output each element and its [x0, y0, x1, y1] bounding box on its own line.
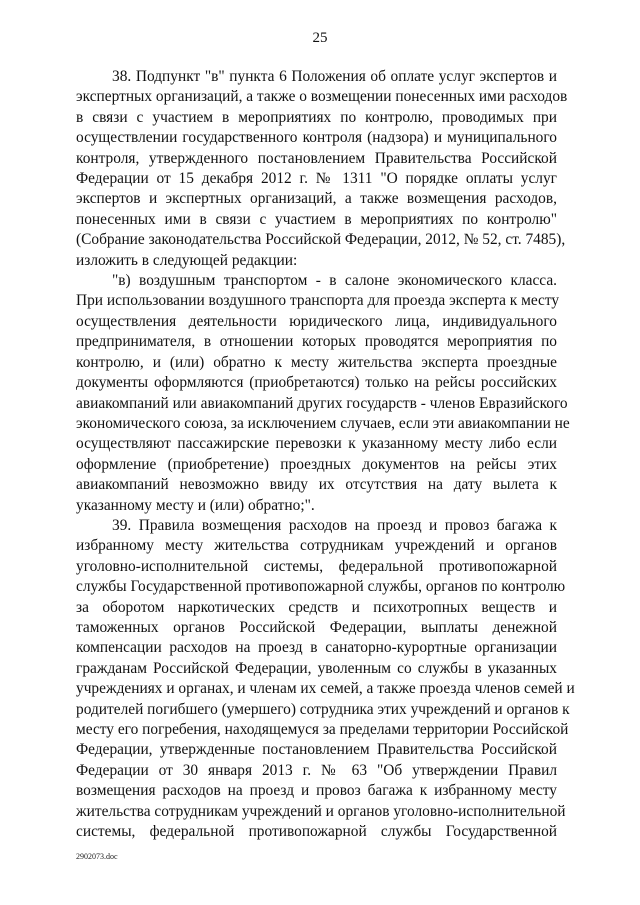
- text-line: оформление (приобретение) проездных документов на рейсы этих: [76, 455, 557, 473]
- text-line: Федерации от 30 января 2013 г. № 63 "Об утверждении Правил: [76, 761, 557, 779]
- text-line: родителей погибшего (умершего) сотрудника этих учреждений и органов к: [76, 700, 570, 718]
- text-line: контролю, и (или) обратно к месту жительства эксперта проездные: [76, 353, 557, 371]
- text-line: предпринимателя, в отношении которых проводятся мероприятия по: [76, 333, 557, 351]
- text-line: При использовании воздушного транспорта для проезда эксперта к месту: [76, 292, 560, 310]
- text-line: 39. Правила возмещения расходов на проезд и провоз багажа к: [112, 516, 557, 534]
- text-line: месту его погребения, находящемуся за пределами территории Российской: [76, 721, 569, 738]
- text-line: гражданам Российской Федерации, уволенным со службы в указанных: [76, 659, 557, 677]
- text-line: контроля, утвержденного постановлением Правительства Российской: [76, 149, 557, 167]
- page-number: 25: [312, 30, 328, 46]
- text-line: 38. Подпункт "в" пункта 6 Положения об оплате услуг экспертов и: [112, 68, 557, 85]
- text-line: Федерации от 15 декабря 2012 г. № 1311 "О порядке оплаты услуг: [76, 170, 557, 188]
- text-line: изложить в следующей редакции:: [76, 251, 298, 269]
- footer-doc-id: 2902073.doc: [76, 852, 118, 861]
- text-line: понесенных ими в связи с участием в мероприятиях по контролю": [76, 210, 557, 228]
- text-line: за оборотом наркотических средств и психотропных веществ и: [76, 598, 557, 616]
- text-line: Федерации, утвержденные постановлением Правительства Российской: [76, 741, 557, 759]
- text-line: экспертов и экспертных организаций, а также возмещения расходов,: [76, 190, 557, 208]
- text-line: авиакомпаний или авиакомпаний других государств - членов Евразийского: [76, 394, 568, 412]
- text-line: уголовно-исполнительной системы, федеральной противопожарной: [76, 557, 557, 575]
- text-line: компенсации расходов на проезд в санаторно-курортные организации: [76, 639, 557, 657]
- text-line: избранному месту жительства сотрудникам учреждений и органов: [76, 537, 557, 555]
- text-line: (Собрание законодательства Российской Федерации, 2012, № 52, ст. 7485),: [76, 231, 566, 249]
- text-line: системы, федеральной противопожарной службы Государственной: [76, 823, 557, 841]
- text-line: документы оформляются (приобретаются) только на рейсы российских: [76, 374, 557, 392]
- text-line: службы Государственной противопожарной службы, органов по контролю: [76, 578, 566, 596]
- text-line: учреждениях и органах, и членам их семей, а также проезда членов семей и: [76, 680, 575, 698]
- text-line: указанному месту и (или) обратно;".: [76, 496, 315, 514]
- text-line: осуществления деятельности юридического лица, индивидуального: [76, 312, 557, 330]
- text-line: осуществлении государственного контроля (надзора) и муниципального: [76, 129, 557, 147]
- text-line: экспертных организаций, а также о возмещении понесенных ими расходов: [76, 88, 568, 106]
- document-body: [76, 67, 575, 842]
- text-line: экономического союза, за исключением случаев, если эти авиакомпании не: [76, 414, 570, 432]
- text-line: "в) воздушным транспортом - в салоне экономического класса.: [112, 272, 557, 290]
- text-line: в связи с участием в мероприятиях по контролю, проводимых при: [76, 108, 557, 126]
- text-line: таможенных органов Российской Федерации, выплаты денежной: [76, 618, 557, 636]
- text-line: возмещения расходов на проезд и провоз багажа к избранному месту: [76, 782, 557, 800]
- text-line: жительства сотрудникам учреждений и органов уголовно-исполнительной: [76, 802, 566, 820]
- text-line: авиакомпаний невозможно ввиду их отсутствия на дату вылета к: [76, 476, 557, 494]
- text-line: осуществляют пассажирские перевозки к указанному месту либо если: [76, 435, 557, 453]
